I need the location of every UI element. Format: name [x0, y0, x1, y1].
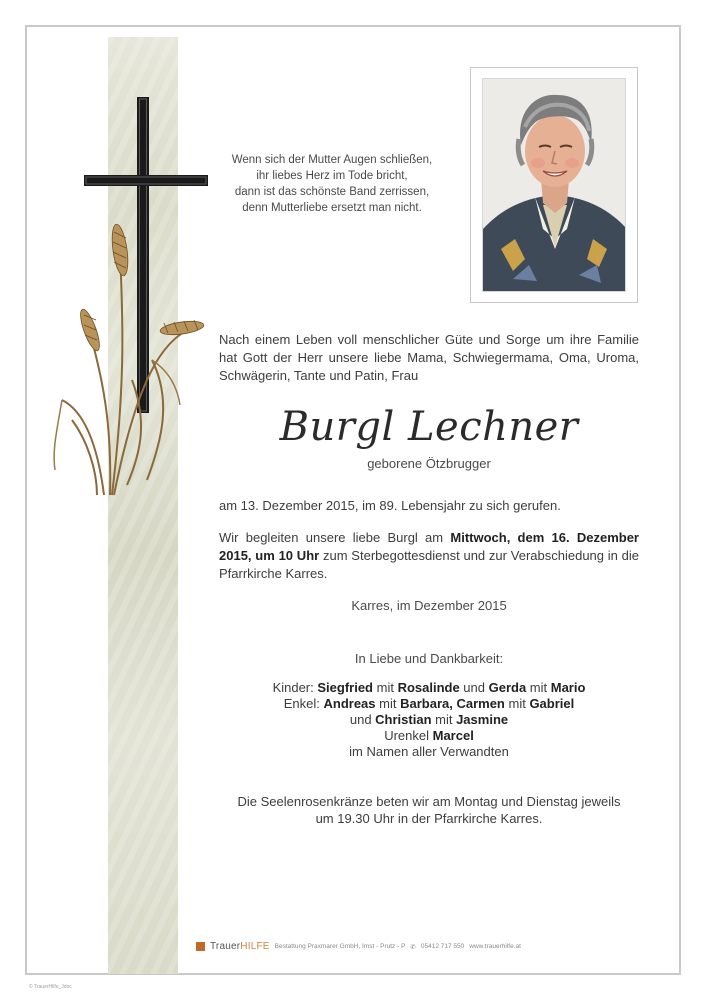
portrait-illustration: [483, 79, 626, 292]
service-date: Mittwoch, dem 16. Dezember: [450, 530, 639, 545]
quote-line: dann ist das schönste Band zerrissen,: [234, 186, 430, 198]
family-name: Gerda: [488, 680, 527, 695]
family-list: [219, 680, 639, 760]
children-line: [219, 680, 639, 696]
connector: und: [349, 712, 376, 727]
service-line: Pfarrkirche Karres.: [219, 566, 328, 581]
intro-line: hat Gott der Herr unsere liebe Mama, Schwiegermama, Oma, Uroma,: [219, 350, 639, 365]
connector: und: [459, 680, 489, 695]
connector: mit: [431, 712, 457, 727]
maiden-name: geborene Ötzbrugger: [367, 456, 491, 471]
deceased-name: Burgl Lechner: [279, 404, 579, 450]
portrait-frame: [470, 67, 638, 303]
family-name: Rosalinde: [397, 680, 460, 695]
family-name: Gabriel: [529, 696, 575, 711]
trauerhilfe-logo: [210, 941, 270, 952]
thanks-line: In Liebe und Dankbarkeit:: [354, 651, 504, 666]
memorial-quote: [218, 152, 446, 216]
quote-line: ihr liebes Herz im Tode bricht,: [256, 170, 408, 182]
rosary-notice: [219, 793, 639, 827]
footer: [196, 941, 536, 952]
quote-line: Wenn sich der Mutter Augen schließen,: [231, 154, 433, 166]
phone-icon: ✆: [410, 943, 416, 951]
family-name: Siegfried: [317, 680, 373, 695]
connector: mit: [526, 680, 551, 695]
service-time: 2015, um 10 Uhr: [219, 548, 320, 563]
footer-company: Bestattung Praxmarer GmbH, Imst - Prutz - P: [274, 943, 406, 950]
family-name: Barbara, Carmen: [400, 696, 505, 711]
intro-line: Nach einem Leben voll menschlicher Güte und Sorge um ihre Familie: [219, 332, 639, 347]
logo-accent: HILFE: [240, 941, 270, 952]
grandchildren-label: Enkel:: [283, 696, 324, 711]
trauerhilfe-logo-icon: [196, 942, 205, 951]
connector: mit: [504, 696, 530, 711]
family-name: Marcel: [432, 728, 474, 743]
great-grandchildren-label: Urenkel: [384, 728, 433, 743]
intro-line: Schwägerin, Tante und Patin, Frau: [219, 368, 419, 383]
service-text-part: Wir begleiten unsere liebe Burgl am: [219, 530, 451, 545]
death-notice: am 13. Dezember 2015, im 89. Lebensjahr zu sich gerufen.: [219, 498, 561, 513]
portrait-photo: [482, 78, 626, 292]
footer-web[interactable]: www.trauerhilfe.at: [469, 943, 521, 950]
connector: mit: [375, 696, 401, 711]
logo-main: Trauer: [210, 941, 241, 952]
service-text: [219, 529, 639, 583]
service-text-part: zum Sterbegottesdienst und zur Verabschiedung in die: [319, 548, 640, 563]
connector: mit: [373, 680, 398, 695]
relatives-line: im Namen aller Verwandten: [349, 744, 509, 759]
service-line: [219, 529, 639, 547]
service-line: [219, 547, 639, 565]
family-name: Andreas: [323, 696, 376, 711]
family-name: Christian: [375, 712, 432, 727]
great-grandchildren-line: [219, 728, 639, 744]
quote-line: denn Mutterliebe ersetzt man nicht.: [242, 202, 422, 214]
footer-phone: 05412 717 550: [420, 943, 465, 950]
family-name: Mario: [550, 680, 586, 695]
grandchildren-line: [219, 696, 639, 712]
wheat-icon: [52, 210, 217, 500]
rosary-line: Die Seelenrosenkränze beten wir am Montag und Dienstag jeweils: [237, 794, 621, 809]
children-label: Kinder:: [272, 680, 318, 695]
grandchildren-line-2: [219, 712, 639, 728]
copyright-note: © TrauerHilfe_Jdoc: [29, 984, 72, 990]
family-name: Jasmine: [456, 712, 509, 727]
rosary-line: um 19.30 Uhr in der Pfarrkirche Karres.: [315, 811, 543, 826]
intro-text: [219, 331, 639, 385]
place-date: Karres, im Dezember 2015: [351, 598, 507, 613]
